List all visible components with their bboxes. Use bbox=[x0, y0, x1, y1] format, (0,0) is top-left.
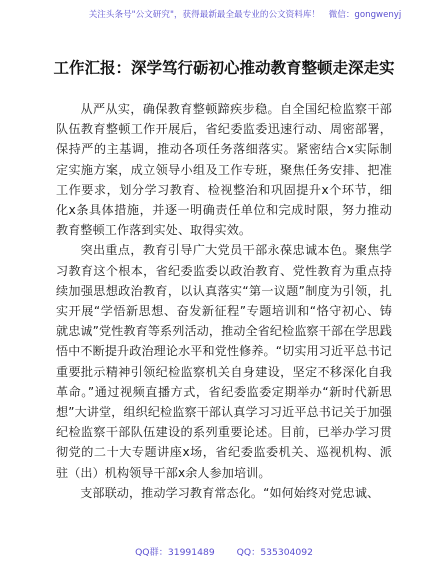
footer-contact bbox=[0, 544, 448, 558]
footer-qq: QQ：535304092 bbox=[236, 547, 313, 558]
paragraph-text: 从严从实，确保教育整顿蹄疾步稳。自全国纪检监察干部队伍教育整顿工作开展后，省纪委监委迅速行动、周密部署，保持严的主基调，推动各项任务落细落实。紧密结合x实际制定实施方案，成立领导小组及工作专班，聚焦任务安排、把准工作要求，划分学习教育、检视整治和巩固提升x个环节，细化x条具体措施，并逐一明确责任单位和完成时限，努力推动教育整顿工作落到实处、取得实效。 bbox=[56, 102, 392, 238]
paragraph bbox=[56, 483, 392, 503]
paragraph bbox=[56, 99, 392, 240]
header-banner: 关注头条号"公文研究"，获得最新最全最专业的公文资料库！ 微信：gongwenyj bbox=[88, 10, 402, 20]
paragraph bbox=[56, 240, 392, 482]
paragraph-text: 突出重点，教育引导广大党员干部永葆忠诚本色。聚焦学习教育这个根本，省纪委监委以政治教育、党性教育为重点持续加强思想政治教育，以认真落实“第一议题”制度为引领，扎实开展“学悟新思想、奋发新征程”专题培训和“恪守初心、铸就忠诚”党性教育等系列活动，推动全省纪检监察干部在学思践悟中不断提升政治理论水平和党性修养。“切实用习近平总书记重要批示精神引领纪检监察机关自身建设，坚定不移深化自我革命。”通过视频直播方式，省纪委监委定期举办“新时代新思想”大讲堂，组织纪检监察干部认真学习习近平总书记关于加强纪检监察干部队伍建设的系列重要论述。目前，已举办学习贯彻党的二十大专题讲座x场，省纪委监委机关、巡视机构、派驻（出）机构领导干部x余人参加培训。 bbox=[56, 243, 392, 480]
paragraph-text: 支部联动，推动学习教育常态化。“如何始终对党忠诚、 bbox=[80, 485, 380, 500]
document-title: 工作汇报：深学笃行砺初心推动教育整顿走深走实 bbox=[53, 59, 395, 77]
footer-qq-group: QQ群：31991489 bbox=[135, 547, 215, 558]
document-body bbox=[56, 99, 392, 503]
